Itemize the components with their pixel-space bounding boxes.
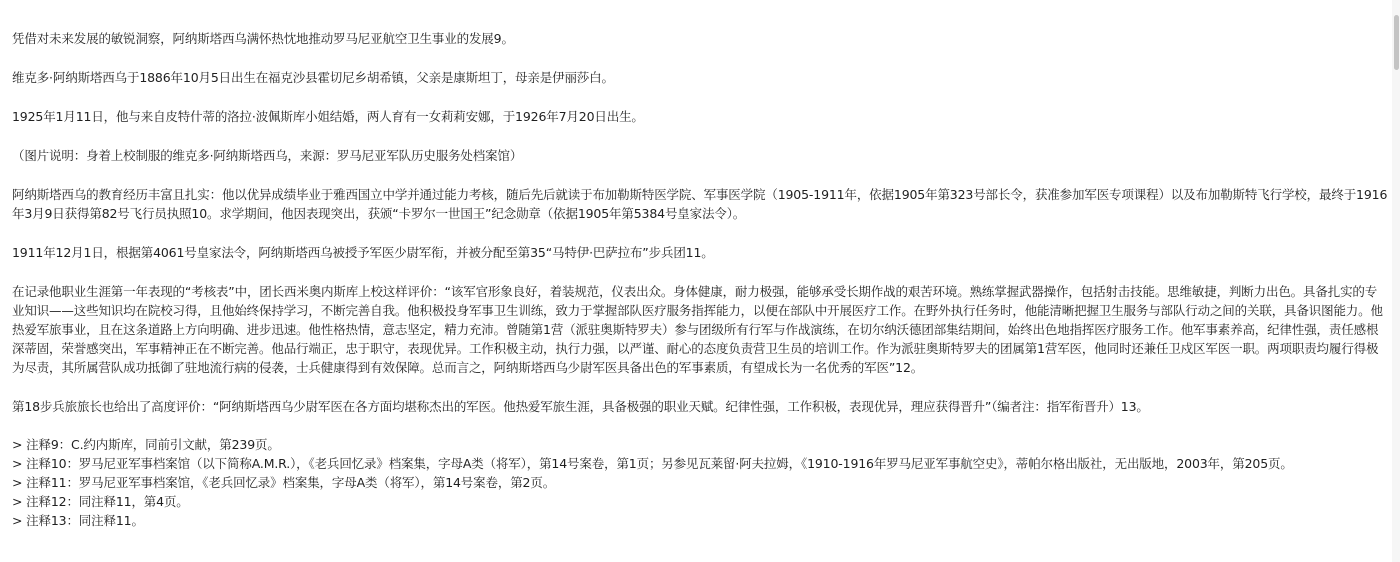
paragraph: 阿纳斯塔西乌的教育经历丰富且扎实：他以优异成绩毕业于雅西国立中学并通过能力考核，随后先后就读于布加勒斯特医学院、军事医学院（1905-1911年，依据1905年第323号部长令，获准参加军医专项课程）以及布加勒斯特飞行学校，最终于1916年3月9日获得第82号飞行员执照10。求学期间，他因表现突出，获颁“卡罗尔一世国王”纪念勋章（依据1905年第5384号皇家法令）。 [12,187,1388,221]
paragraph: 维克多·阿纳斯塔西乌于1886年10月5日出生在福克沙县霍切尼乡胡希镇，父亲是康斯坦丁，母亲是伊丽莎白。 [12,70,614,85]
paragraph: 第18步兵旅旅长也给出了高度评价：“阿纳斯塔西乌少尉军医在各方面均堪称杰出的军医。他热爱军旅生涯，具备极强的职业天赋。纪律性强，工作积极，表现优异，理应获得晋升”（编者注：指军衔晋升）13。 [12,399,1149,414]
footnotes [12,435,1388,530]
footnote: > 注释13：同注释11。 [12,513,144,528]
scrollbar-thumb[interactable] [1394,15,1399,70]
document-body [12,29,1388,530]
paragraph: 1925年1月11日，他与来自皮特什蒂的洛拉·波佩斯库小姐结婚，两人育有一女莉莉安娜，于1926年7月20日出生。 [12,109,644,124]
paragraph: 1911年12月1日，根据第4061号皇家法令，阿纳斯塔西乌被授予军医少尉军衔，并被分配至第35“马特伊·巴萨拉布”步兵团11。 [12,245,714,260]
footnote: > 注释11：罗马尼亚军事档案馆，《老兵回忆录》档案集，字母A类（将军），第14号案卷，第2页。 [12,475,556,490]
paragraph: 凭借对未来发展的敏锐洞察，阿纳斯塔西乌满怀热忱地推动罗马尼亚航空卫生事业的发展9。 [12,31,514,46]
footnote: > 注释9：C.约内斯库，同前引文献，第239页。 [12,437,280,452]
footnote: > 注释10：罗马尼亚军事档案馆（以下简称A.M.R.），《老兵回忆录》档案集，字母A类（将军），第14号案卷，第1页；另参见瓦莱留·阿夫拉姆，《1910-1916年罗马尼亚军事航空史》，蒂帕尔格出版社，无出版地，2003年，第205页。 [12,456,1293,471]
footnote: > 注释12：同注释11，第4页。 [12,494,189,509]
image-caption: （图片说明：身着上校制服的维克多·阿纳斯塔西乌，来源：罗马尼亚军队历史服务处档案馆） [12,148,523,163]
paragraph: 在记录他职业生涯第一年表现的“考核表”中，团长西米奥内斯库上校这样评价：“该军官形象良好，着装规范，仪表出众。身体健康，耐力极强，能够承受长期作战的艰苦环境。熟练掌握武器操作，包括射击技能。思维敏捷，判断力出色。具备扎实的专业知识——这些知识均在院校习得，且他始终保持学习，不断完善自我。他积极投身军事卫生训练，致力于掌握部队医疗服务指挥能力，以便在部队中开展医疗工作。在野外执行任务时，他能清晰把握卫生服务与部队行动之间的关联，具备识图能力。他热爱军旅事业，且在这条道路上方向明确、进步迅速。他性格热情，意志坚定，精力充沛。曾随第1营（派驻奥斯特罗夫）参与团级所有行军与作战演练，在切尔纳沃德团部集结期间，始终出色地指挥医疗服务工作。他军事素养高，纪律性强，责任感根深蒂固，荣誉感突出，军事精神正在不断完善。他品行端正，忠于职守，表现优异。工作积极主动，执行力强，以严谨、耐心的态度负责营卫生员的培训工作。作为派驻奥斯特罗夫的团属第1营军医，他同时还兼任卫戍区军医一职。两项职责均履行得极为尽责，其所属营队成功抵御了驻地流行病的侵袭，士兵健康得到有效保障。总而言之，阿纳斯塔西乌少尉军医具备出色的军事素质，有望成长为一名优秀的军医”12。 [12,284,1383,375]
vertical-scrollbar[interactable] [1392,0,1400,562]
